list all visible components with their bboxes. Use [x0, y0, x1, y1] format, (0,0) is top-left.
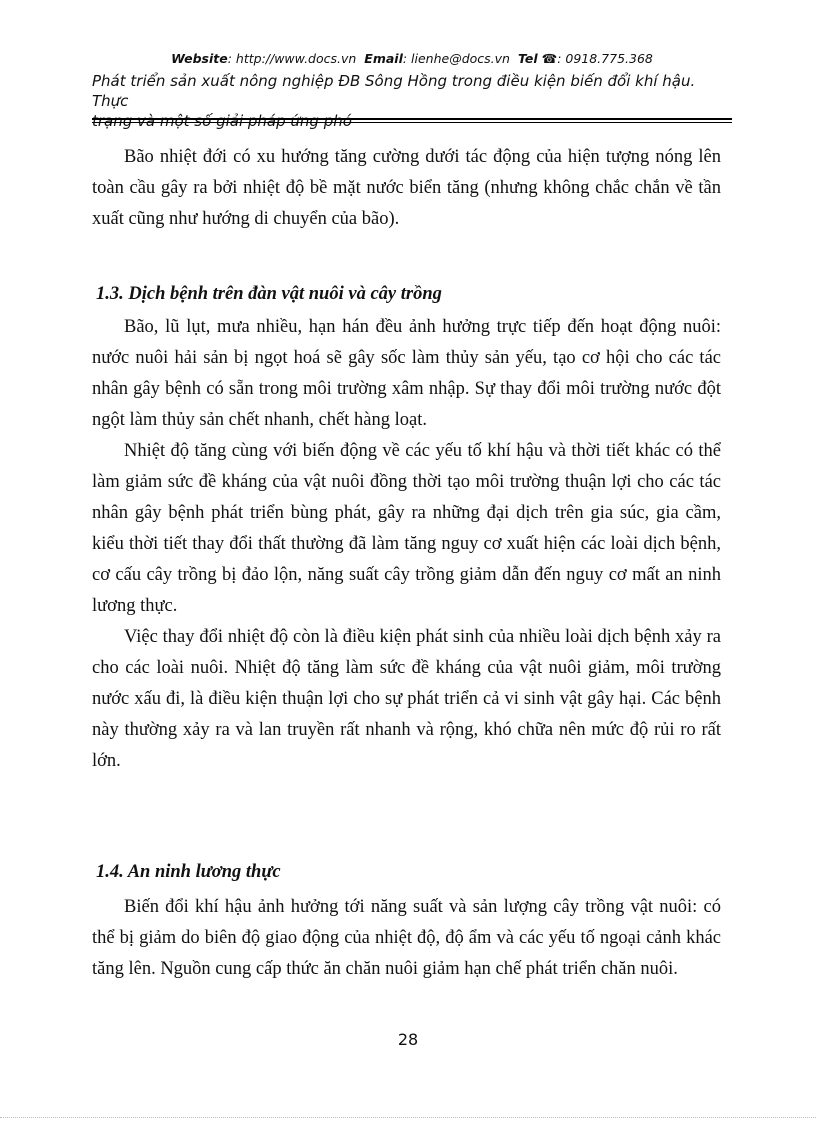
section-1-4-heading: 1.4. An ninh lương thực: [96, 862, 281, 882]
email-label: Email: [364, 51, 403, 66]
header-contact-line: [92, 51, 732, 66]
section-1-3-body: [92, 312, 721, 777]
website-label: Website: [171, 51, 228, 66]
header-title-line1: Phát triển sản xuất nông nghiệp ĐB Sông Hồng trong điều kiện biến đổi khí hậu. Thực: [92, 72, 696, 110]
phone-icon: ☎: [541, 51, 558, 66]
tel-value: : 0918.775.368: [557, 51, 653, 66]
page-number: 28: [397, 1030, 419, 1049]
header-title-line2: trạng và một số giải pháp ứng phó: [92, 112, 352, 130]
website-link[interactable]: : http://www.docs.vn: [227, 51, 357, 66]
tel-label: Tel: [517, 51, 538, 66]
header-divider: [92, 118, 732, 120]
section-1-3-heading: 1.3. Dịch bệnh trên đàn vật nuôi và cây trồng: [96, 284, 442, 304]
section-1-3-paragraph: Nhiệt độ tăng cùng với biến động về các yếu tố khí hậu và thời tiết khác có thể làm giảm sức đề kháng của vật nuôi đồng thời tạo môi trường thuận lợi cho các tác nhân gây bệnh phát triển bùng phát, gây ra những đại dịch trên gia súc, gia cầm, kiểu thời tiết thay đổi thất thường đã làm tăng nguy cơ xuất hiện các loài dịch bệnh, cơ cấu cây trồng bị đảo lộn, năng suất cây trồng giảm dẫn đến nguy cơ mất an ninh lương thực.: [92, 441, 721, 616]
email-link[interactable]: : lienhe@docs.vn: [402, 51, 510, 66]
section-1-4-body: [92, 892, 721, 985]
header-divider-thin: [92, 122, 732, 123]
section-1-4-paragraph: Biến đổi khí hậu ảnh hưởng tới năng suất và sản lượng cây trồng vật nuôi: có thể bị giảm do biên độ giao động của nhiệt độ, độ ẩm và các yếu tố ngoại cảnh khác tăng lên. Nguồn cung cấp thức ăn chăn nuôi giảm hạn chế phát triển chăn nuôi.: [92, 897, 721, 979]
footer-divider: [0, 1117, 816, 1118]
section-1-3-paragraph: Bão, lũ lụt, mưa nhiều, hạn hán đều ảnh hưởng trực tiếp đến hoạt động nuôi: nước nuôi hải sản bị ngọt hoá sẽ gây sốc làm thủy sản yếu, tạo cơ hội cho các tác nhân gây bệnh có sẵn trong môi trường xâm nhập. Sự thay đổi môi trường nước đột ngột làm thủy sản chết nhanh, chết hàng loạt.: [92, 317, 721, 430]
intro-block: [92, 142, 721, 235]
section-1-3-paragraph: Việc thay đổi nhiệt độ còn là điều kiện phát sinh của nhiều loài dịch bệnh xảy ra cho các loài nuôi. Nhiệt độ tăng làm sức đề kháng của vật nuôi giảm, môi trường nước xấu đi, là điều kiện thuận lợi cho sự phát triển cả vi sinh vật gây hại. Các bệnh này thường xảy ra và lan truyền rất nhanh và rộng, khó chữa nên mức độ rủi ro rất lớn.: [92, 627, 721, 771]
intro-paragraph: Bão nhiệt đới có xu hướng tăng cường dưới tác động của hiện tượng nóng lên toàn cầu gây ra bởi nhiệt độ bề mặt nước biển tăng (nhưng không chắc chắn về tần xuất cũng như hướng di chuyển của bão).: [92, 147, 721, 229]
